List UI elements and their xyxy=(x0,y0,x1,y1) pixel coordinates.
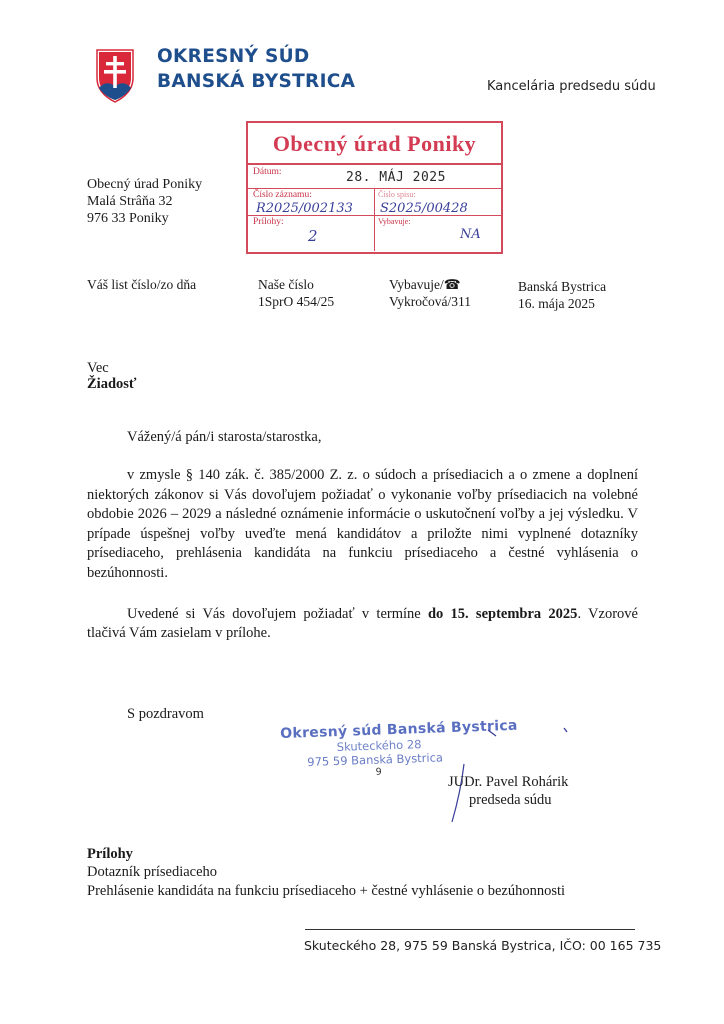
stamp-date-value: 28. MÁJ 2025 xyxy=(346,170,446,185)
stamp-attachments-value: 2 xyxy=(308,227,318,245)
signatory-title: predseda súdu xyxy=(469,792,552,808)
recipient-line1: Obecný úrad Poniky xyxy=(87,177,203,192)
recipient-line3: 976 33 Poniky xyxy=(87,211,169,226)
letter-place: Banská Bystrica xyxy=(518,279,607,294)
place-date-block xyxy=(518,278,606,312)
court-name-line1: OKRESNÝ SÚD xyxy=(157,46,310,67)
court-stamp-line1: Okresný súd Banská Bystrica xyxy=(280,717,518,742)
registry-stamp-title: Obecný úrad Poniky xyxy=(272,131,477,156)
court-stamp-line2: Skuteckého 28 xyxy=(336,737,422,755)
footer-divider xyxy=(305,929,635,930)
court-stamp-line4: 9 xyxy=(375,766,382,778)
our-number-label: Naše číslo xyxy=(258,277,314,292)
our-number-block xyxy=(258,276,334,310)
stamp-date-label: Dátum: xyxy=(253,167,282,177)
deadline: do 15. septembra 2025 xyxy=(427,605,578,622)
our-number-value: 1SprO 454/25 xyxy=(258,294,335,309)
handles-label: Vybavuje/☎ xyxy=(389,277,461,292)
salutation: Vážený/á pán/i starosta/starostka, xyxy=(127,429,322,445)
office-name: Kancelária predsedu súdu xyxy=(487,79,656,94)
body-paragraph-1: v zmysle § 140 zák. č. 385/2000 Z. z. o súdoch a prísediacich a o zmene a doplnení niektorých zákonov si Vás dovoľujem požiadať o vykonanie voľby prísediacich na volebné obdobie 2026 – 2029 a následné oznámenie informácie o uskutočnení voľby a jej výsledku. V prípade úspešnej voľby uveďte mená kandidátov a priložte nimi vyplnené dotazníky prísediaceho, prehlásenia kandidáta na funkciu prísediaceho a čestné vyhlásenia o bezúhonnosti. xyxy=(87,467,638,581)
court-stamp-line3: 975 59 Banská Bystrica xyxy=(307,750,444,770)
coat-of-arms-logo xyxy=(95,48,135,104)
letter-date: 16. mája 2025 xyxy=(518,296,595,311)
letter-body xyxy=(87,466,638,665)
signatory-name: JUDr. Pavel Rohárik xyxy=(448,774,569,790)
attachment-item-1: Dotazník prísediaceho xyxy=(87,864,218,880)
registry-stamp xyxy=(246,121,503,254)
footer-address: Skuteckého 28, 975 59 Banská Bystrica, IČO: 00 165 735 xyxy=(304,938,662,953)
attachment-item-2: Prehlásenie kandidáta na funkciu prísediaceho + čestné vyhlásenie o bezúhonnosti xyxy=(87,883,566,899)
handles-block xyxy=(389,276,471,310)
stamp-reg-no-value: R2025/002133 xyxy=(256,201,353,216)
stamp-attachments-label: Prílohy: xyxy=(253,217,284,227)
court-name-line2: BANSKÁ BYSTRICA xyxy=(157,71,356,92)
subject-value: Žiadosť xyxy=(87,376,137,392)
stamp-handles-label: Vybavuje: xyxy=(378,217,411,226)
attachments-heading: Prílohy xyxy=(87,846,133,862)
closing: S pozdravom xyxy=(127,706,204,722)
recipient-line2: Malá Strâňa 32 xyxy=(87,194,173,209)
handles-value: Vykročová/311 xyxy=(389,294,471,309)
stamp-reg-no-label: Číslo záznamu: xyxy=(253,190,312,200)
subject-label: Vec xyxy=(87,360,109,376)
stamp-file-no-label: Číslo spisu: xyxy=(378,190,416,199)
your-letter-label: Váš list číslo/zo dňa xyxy=(87,277,197,292)
stamp-file-no-value: S2025/00428 xyxy=(380,201,468,216)
stamp-handles-value: NA xyxy=(460,227,481,242)
body-paragraph-2: Uvedené si Vás dovoľujem požiadať v termíne do 15. septembra 2025. Vzorové tlačivá Vám zasielam v prílohe. xyxy=(87,605,638,642)
